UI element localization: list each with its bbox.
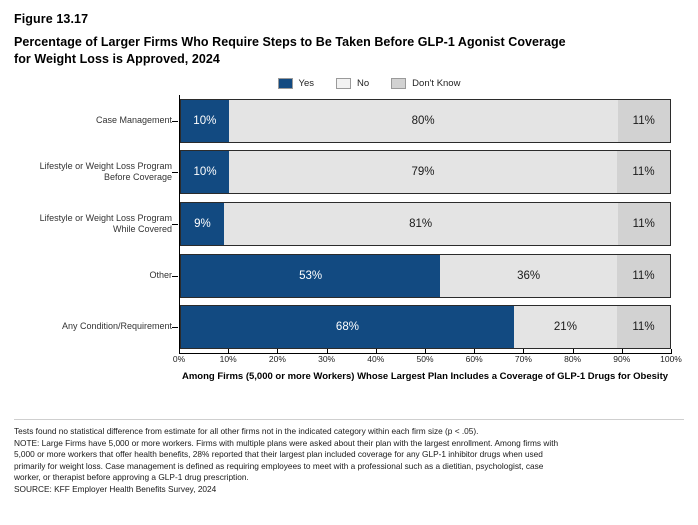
legend-item-yes	[278, 78, 315, 89]
x-axis-tick-mark	[573, 349, 574, 354]
y-axis-label	[22, 161, 172, 184]
page-title	[14, 34, 684, 68]
footnote-line-5: worker, or therapist before approving a GLP-1 drug prescription.	[14, 472, 249, 483]
bar-segment-dk	[618, 99, 671, 143]
bar-value-label: 80%	[411, 114, 435, 127]
x-axis-tick-mark	[671, 349, 672, 354]
figure-title-line-1: Percentage of Larger Firms Who Require Steps to Be Taken Before GLP-1 Agonist Coverage	[14, 35, 566, 49]
x-axis-tick-label: 60%	[465, 354, 483, 364]
bar-segment-dk	[617, 254, 671, 298]
x-axis-tick-label: 30%	[318, 354, 336, 364]
bar-segment-dk	[618, 202, 671, 246]
x-axis-ticks	[172, 354, 682, 368]
x-axis-tick-mark	[622, 349, 623, 354]
bar-segment-yes	[180, 202, 224, 246]
plot-area	[179, 95, 671, 353]
legend-label-no: No	[357, 78, 370, 89]
y-axis-label-line: Case Management	[95, 115, 172, 126]
legend-item-dont-know	[391, 78, 460, 89]
bar-value-label: 9%	[194, 218, 211, 230]
bar-segment-no	[514, 305, 617, 349]
y-axis-label-line: Before Coverage	[103, 172, 172, 183]
bar-value-label: 36%	[517, 269, 541, 282]
x-axis-tick-mark	[228, 349, 229, 354]
x-axis-tick-mark	[425, 349, 426, 354]
bar-segment-yes	[180, 150, 229, 194]
y-axis-label	[22, 321, 172, 333]
footnote-line-2: NOTE: Large Firms have 5,000 or more workers. Firms with multiple plans were asked about their plan with the largest enrollment. Among firms with	[14, 437, 559, 448]
bar-segment-no	[229, 150, 617, 194]
y-axis-label	[22, 270, 172, 282]
figure-number: Figure 13.17	[14, 12, 89, 26]
bar-segment-dk	[617, 150, 671, 194]
x-axis-tick-label: 50%	[416, 354, 434, 364]
x-axis-tick-mark	[179, 349, 180, 354]
footnote-line-1: Tests found no statistical difference from estimate for all other firms not in the indicated category within each firm size (p < .05).	[14, 426, 479, 436]
y-axis-label-line: Other	[149, 269, 172, 280]
y-axis-label-line: Lifestyle or Weight Loss Program	[39, 212, 172, 223]
y-axis-label	[22, 213, 172, 236]
y-axis-tick-mark	[172, 224, 178, 225]
bar-value-label: 10%	[193, 166, 217, 179]
footnote-divider	[14, 419, 684, 420]
x-axis-tick-mark	[327, 349, 328, 354]
bar-value-label: 11%	[632, 218, 655, 230]
bar-value-label: 68%	[335, 321, 359, 334]
chart-legend	[14, 78, 684, 89]
x-axis-tick-label: 40%	[367, 354, 385, 364]
y-axis-label-line: While Covered	[112, 224, 172, 234]
bar-value-label: 11%	[632, 166, 655, 179]
bar-rows	[180, 95, 671, 353]
bar-value-label: 11%	[632, 269, 655, 282]
bar-segment-no	[440, 254, 617, 298]
bar-value-label: 11%	[632, 321, 655, 334]
bar-segment-yes	[180, 99, 229, 143]
legend-label-yes: Yes	[298, 78, 315, 89]
legend-swatch-dont-know	[391, 78, 406, 89]
legend-label-dont-know: Don't Know	[412, 78, 461, 89]
bar-segment-dk	[617, 305, 671, 349]
bar-value-label: 10%	[193, 114, 217, 127]
y-axis-label-line: Lifestyle or Weight Loss Program	[39, 160, 172, 171]
bar-segment-yes	[180, 305, 514, 349]
chart	[14, 95, 684, 382]
bar-value-label: 53%	[299, 269, 323, 282]
x-axis-title: Among Firms (5,000 or more Workers) Whose Largest Plan Includes a Coverage of GLP-1 Drugs for Obesity	[181, 371, 669, 382]
legend-item-no	[336, 78, 369, 89]
bar-value-label: 79%	[411, 166, 435, 179]
x-axis-tick-mark	[474, 349, 475, 354]
x-axis-tick-label: 10%	[219, 354, 237, 364]
x-axis-tick-label: 20%	[268, 354, 286, 364]
x-axis-tick-label: 90%	[613, 354, 631, 364]
x-axis-tick-mark	[523, 349, 524, 354]
bar-value-label: 21%	[553, 321, 577, 334]
x-axis-tick-label: 0%	[172, 354, 186, 364]
bar-segment-yes	[180, 254, 440, 298]
bar-row	[180, 254, 671, 298]
bar-value-label: 11%	[632, 114, 655, 127]
y-axis-tick-mark	[172, 121, 178, 122]
bar-row	[180, 99, 671, 143]
figure-title-line-2: for Weight Loss is Approved, 2024	[14, 52, 220, 66]
bar-row	[180, 150, 671, 194]
y-axis-tick-mark	[172, 172, 178, 173]
bar-segment-no	[224, 202, 618, 246]
legend-swatch-yes	[278, 78, 293, 89]
x-axis-tick-mark	[376, 349, 377, 354]
y-axis-label-line: Any Condition/Requirement	[61, 321, 172, 332]
y-axis-labels	[22, 95, 172, 353]
x-axis-tick-label: 70%	[514, 354, 532, 364]
footnote-line-3: 5,000 or more workers that offer health benefits, 28% reported that their largest plan included coverage for any GLP-1 inhibitor drugs when used	[14, 449, 543, 460]
bar-segment-no	[229, 99, 618, 143]
footnote-line-4: primarily for weight loss. Case management is defined as requiring employees to meet with a professional such as a dietitian, psychologist, case	[14, 460, 544, 471]
y-axis-tick-mark	[172, 327, 178, 328]
bar-value-label: 81%	[409, 218, 433, 230]
bar-row	[180, 305, 671, 349]
y-axis-label	[22, 115, 172, 127]
footnote-source: SOURCE: KFF Employer Health Benefits Survey, 2024	[14, 483, 217, 494]
x-axis-tick-label: 80%	[564, 354, 582, 364]
x-axis-tick-mark	[277, 349, 278, 354]
y-axis-tick-mark	[172, 276, 178, 277]
x-axis-tick-label: 100%	[660, 354, 682, 364]
footnotes	[14, 426, 684, 496]
bar-row	[180, 202, 671, 246]
legend-swatch-no	[336, 78, 351, 89]
